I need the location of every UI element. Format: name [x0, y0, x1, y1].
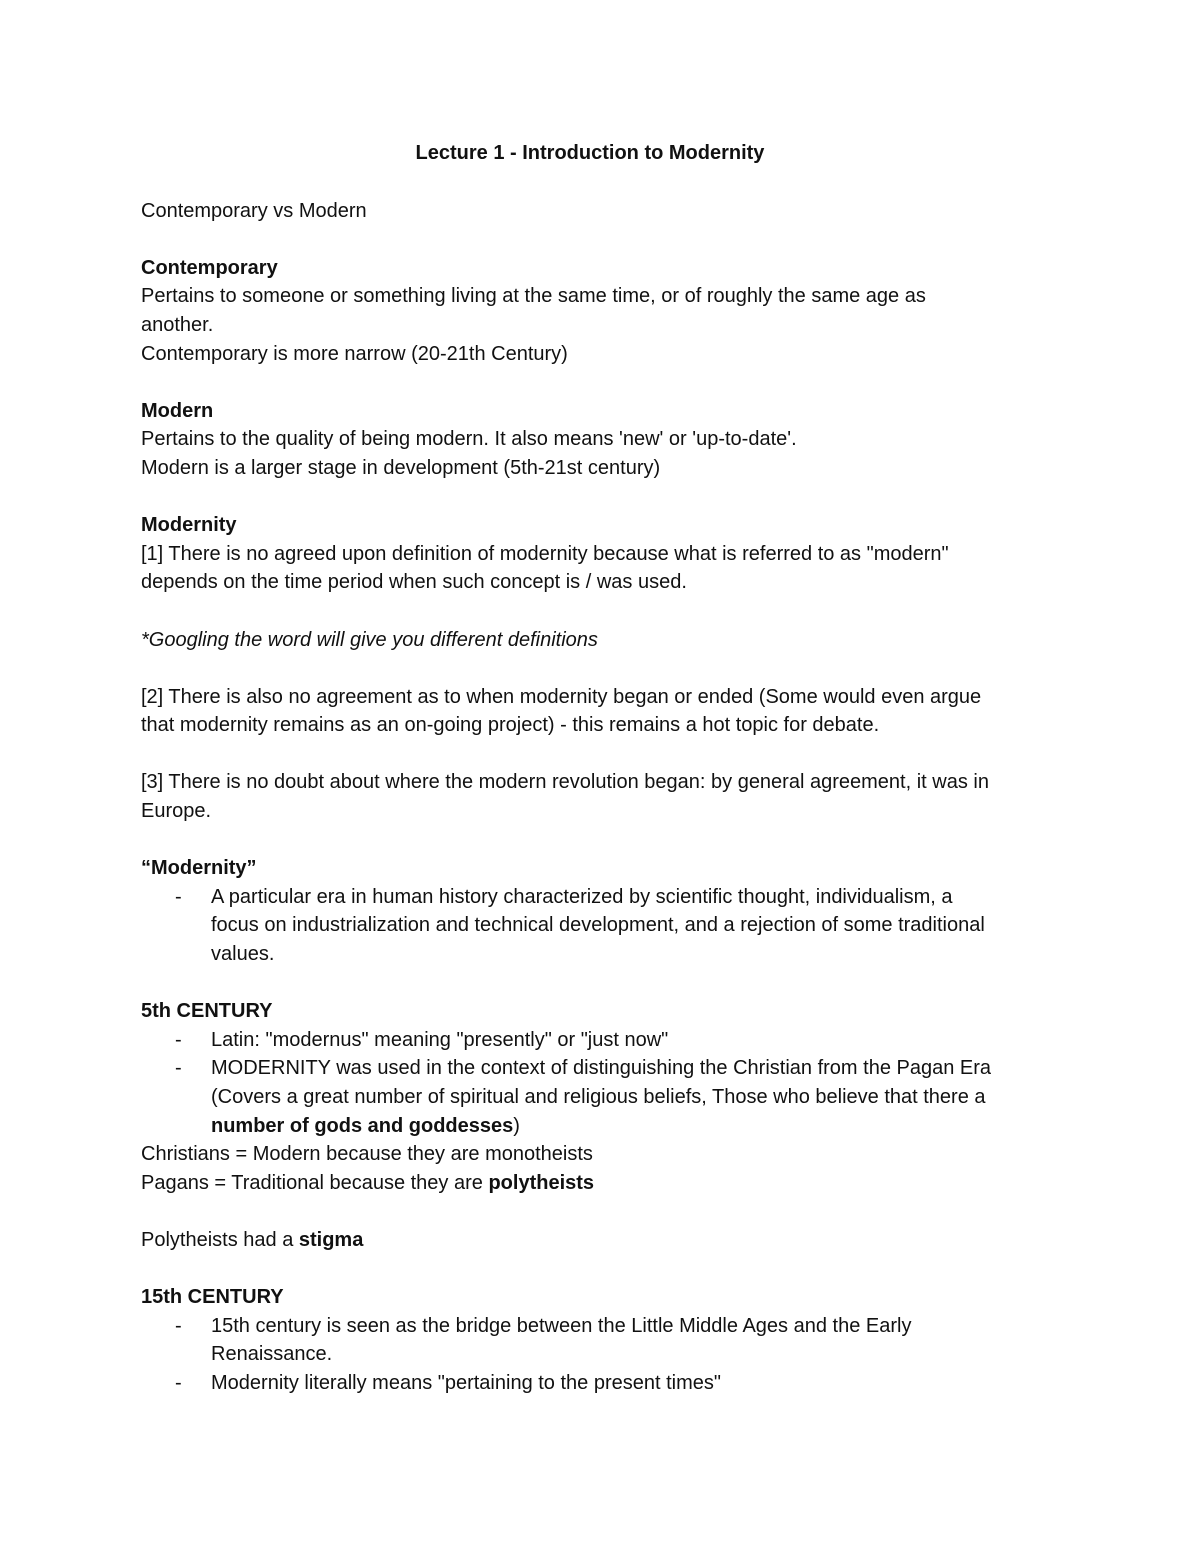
document-body — [141, 139, 1061, 1398]
bullet-dash: - — [175, 885, 182, 908]
modernity-paragraph-2: [2] There is also no agreement as to when modernity began or ended (Some would even argue — [141, 685, 982, 708]
stigma-text — [141, 1226, 1061, 1255]
emphasis-text: stigma — [298, 1228, 364, 1251]
modernity-paragraph-1: depends on the time period when such concept is / was used. — [141, 571, 687, 594]
page-title: Lecture 1 - Introduction to Modernity — [415, 142, 765, 164]
spacer — [141, 225, 1061, 254]
modern-text: Modern is a larger stage in development (5th-21st century) — [141, 456, 661, 479]
bullet-dash: - — [175, 1057, 182, 1080]
modernity-paragraph-2: that modernity remains as an on-going project) - this remains a hot topic for debate. — [141, 714, 880, 737]
list-item-text: A particular era in human history characterized by scientific thought, individualism, a — [211, 885, 953, 908]
contemporary-text: Contemporary is more narrow (20-21th Century) — [141, 342, 568, 365]
modernity-quoted-heading: “Modernity” — [141, 857, 257, 880]
stigma-text-start: Polytheists had a — [141, 1228, 299, 1251]
spacer — [141, 826, 1061, 855]
spacer — [141, 969, 1061, 998]
modernity-paragraph-3: [3] There is no doubt about where the modern revolution began: by general agreement, it was in — [141, 771, 989, 794]
pagans-text — [141, 1169, 1061, 1198]
list-item-text: MODERNITY was used in the context of distinguishing the Christian from the Pagan Era — [211, 1057, 992, 1080]
list-item-text: Latin: "modernus" meaning "presently" or "just now" — [211, 1028, 669, 1051]
christians-text: Christians = Modern because they are monotheists — [141, 1143, 593, 1166]
bullet-dash: - — [175, 1314, 182, 1337]
fifteenth-century-heading: 15th CENTURY — [141, 1286, 284, 1309]
modernity-paragraph-1: [1] There is no agreed upon definition of modernity because what is referred to as "modern" — [141, 542, 949, 565]
list-item-text: 15th century is seen as the bridge between the Little Middle Ages and the Early — [211, 1314, 912, 1337]
modernity-note: *Googling the word will give you different definitions — [141, 628, 598, 651]
list-item — [141, 1054, 1061, 1140]
emphasis-text: number of gods and goddesses — [211, 1114, 514, 1137]
modernity-paragraph-3: Europe. — [141, 800, 212, 823]
spacer — [141, 740, 1061, 769]
list-item — [141, 1026, 1061, 1055]
fifth-century-heading: 5th CENTURY — [141, 1000, 273, 1023]
list-item — [141, 1369, 1061, 1398]
contemporary-text: Pertains to someone or something living at the same time, or of roughly the same age as — [141, 285, 926, 308]
list-item — [141, 1312, 1061, 1369]
modern-text: Pertains to the quality of being modern. It also means 'new' or 'up-to-date'. — [141, 428, 797, 451]
modern-heading: Modern — [141, 399, 214, 422]
list-item-text: ) — [513, 1114, 520, 1137]
spacer — [141, 597, 1061, 626]
spacer — [141, 368, 1061, 397]
emphasis-text: polytheists — [488, 1171, 595, 1194]
spacer — [141, 1255, 1061, 1284]
pagans-text-start: Pagans = Traditional because they are — [141, 1171, 489, 1194]
list-item-text: focus on industrialization and technical development, and a rejection of some traditional — [211, 914, 985, 937]
bullet-dash: - — [175, 1371, 182, 1394]
list-item-text: (Covers a great number of spiritual and religious beliefs, Those who believe that there a — [211, 1086, 986, 1108]
list-item-text — [211, 1112, 1061, 1141]
subtitle: Contemporary vs Modern — [141, 199, 367, 222]
modernity-heading: Modernity — [141, 514, 237, 537]
list-item-text: Renaissance. — [211, 1343, 333, 1366]
list-item-text: values. — [211, 943, 275, 966]
bullet-dash: - — [175, 1028, 182, 1051]
list-item-text: Modernity literally means "pertaining to the present times" — [211, 1371, 721, 1394]
spacer — [141, 654, 1061, 683]
contemporary-text: another. — [141, 313, 214, 336]
spacer — [141, 483, 1061, 512]
spacer — [141, 1197, 1061, 1226]
list-item — [141, 883, 1061, 969]
contemporary-heading: Contemporary — [141, 256, 278, 279]
